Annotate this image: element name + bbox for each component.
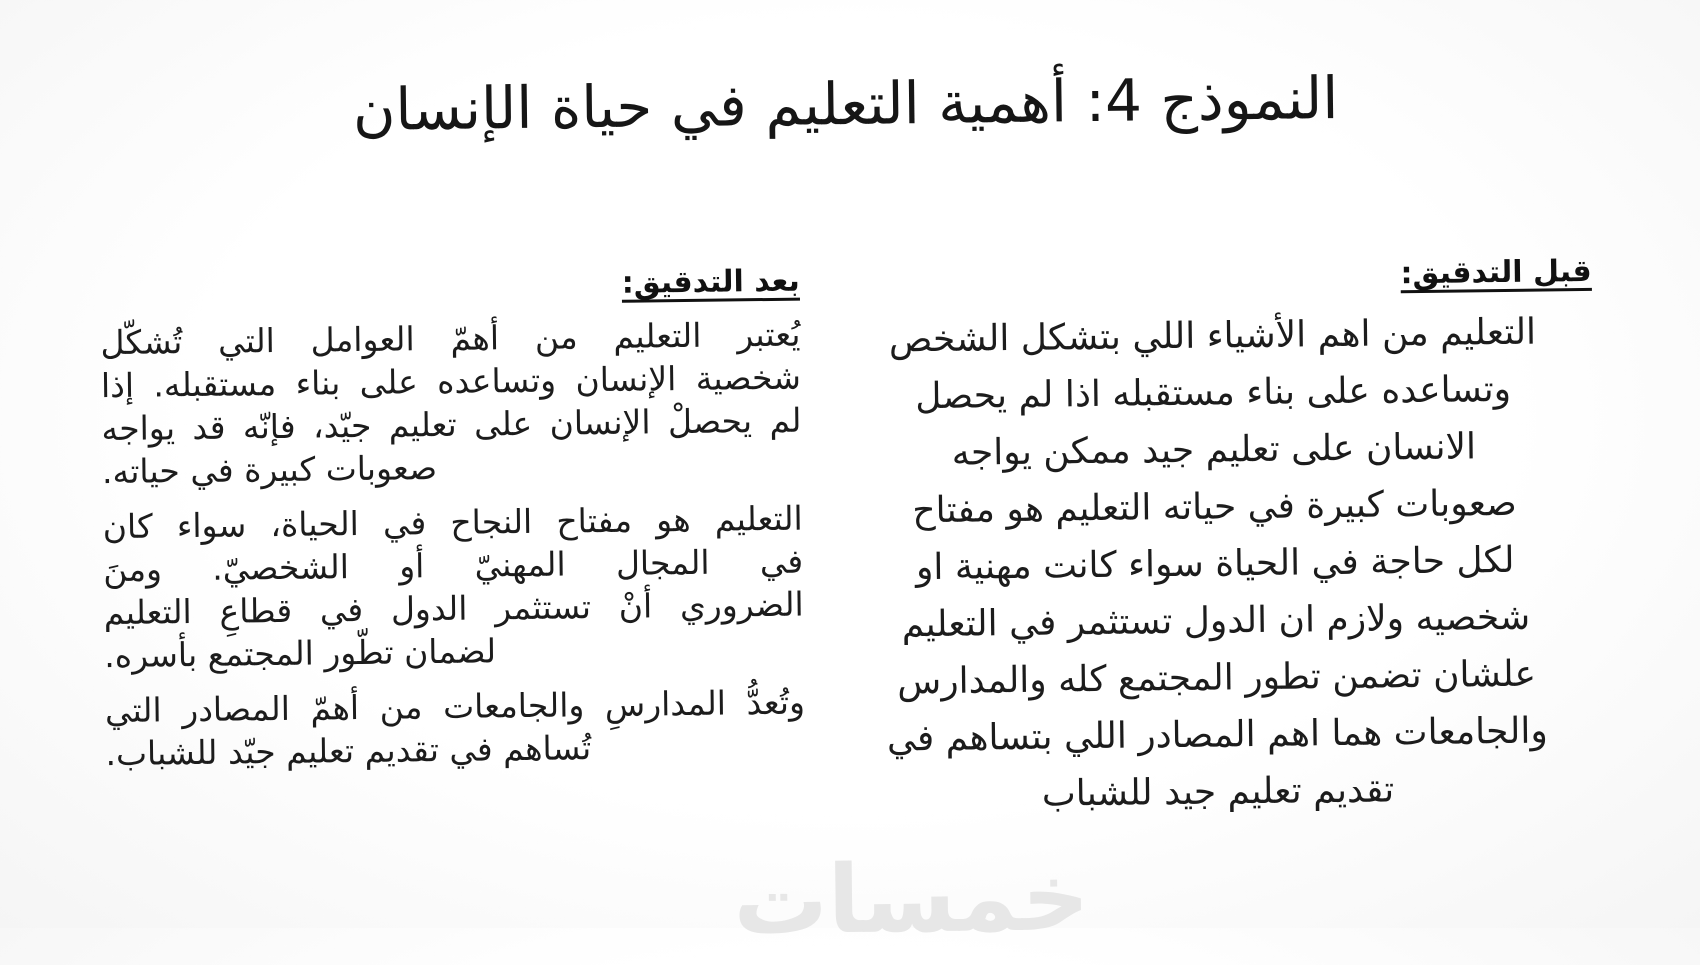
text-line: وتُعدُّ المدارسِ والجامعات من أهمّ المصادر التي [104,682,806,731]
before-proofreading-heading: قبل التدقيق: [1400,253,1592,292]
text-line: شخصيه ولازم ان الدول تستثمر في التعليم [901,596,1531,646]
text-line: صعوبات كبيرة في حياته التعليم هو مفتاح [912,482,1517,532]
column-before-proofreading [832,254,1599,825]
text-line: صعوبات كبيرة في حياته. [101,448,438,492]
paragraph [102,497,804,678]
text-line: يُعتبر التعليم من أهمّ العوامل التي تُشكّل [100,314,801,363]
column-after-proofreading [100,264,806,788]
page-title: النموذج 4: أهمية التعليم في حياة الإنسان [352,64,1339,145]
before-proofreading-text [832,303,1598,825]
text-line: لكل حاجة في الحياة سواء كانت مهنية او [915,539,1515,589]
text-line: وتساعده على بناء مستقبله اذا لم يحصل [915,368,1512,418]
text-line: الضروري أنْ تستثمر الدول في قطاعِ التعليم [103,584,804,633]
khamsat-watermark: خمسات [732,843,1091,957]
text-line: الانسان على تعليم جيد ممكن يواجه [951,426,1477,474]
text-line: شخصية الإنسان وتساعده على بناء مستقبله. إذا [100,357,802,406]
text-line: علشان تضمن تطور المجتمع كله والمدارس [897,653,1537,703]
text-line: والجامعات هما اهم المصادر اللي بتساهم في [886,710,1548,760]
text-line: تُساهم في تقديم تعليم جيّد للشباب. [105,728,592,774]
paragraph [105,681,806,776]
after-proofreading-text [100,313,805,776]
text-line: التعليم من اهم الأشياء اللي بتشكل الشخص [888,311,1537,361]
text-line: لم يحصلْ الإنسان على تعليم جيّد، فإنّه قد يواجه [101,400,802,449]
after-proofreading-heading: بعد التدقيق: [621,263,800,301]
text-line: تقديم تعليم جيد للشباب [1041,769,1395,815]
paragraph [832,303,1598,825]
text-line: في المجال المهنيّ أو الشخصيّ. ومنَ [102,541,804,590]
paragraph [100,313,802,494]
text-line: التعليم هو مفتاح النجاح في الحياة، سواء كان [102,498,803,547]
text-line: لضمان تطّور المجتمع بأسره. [104,631,497,676]
